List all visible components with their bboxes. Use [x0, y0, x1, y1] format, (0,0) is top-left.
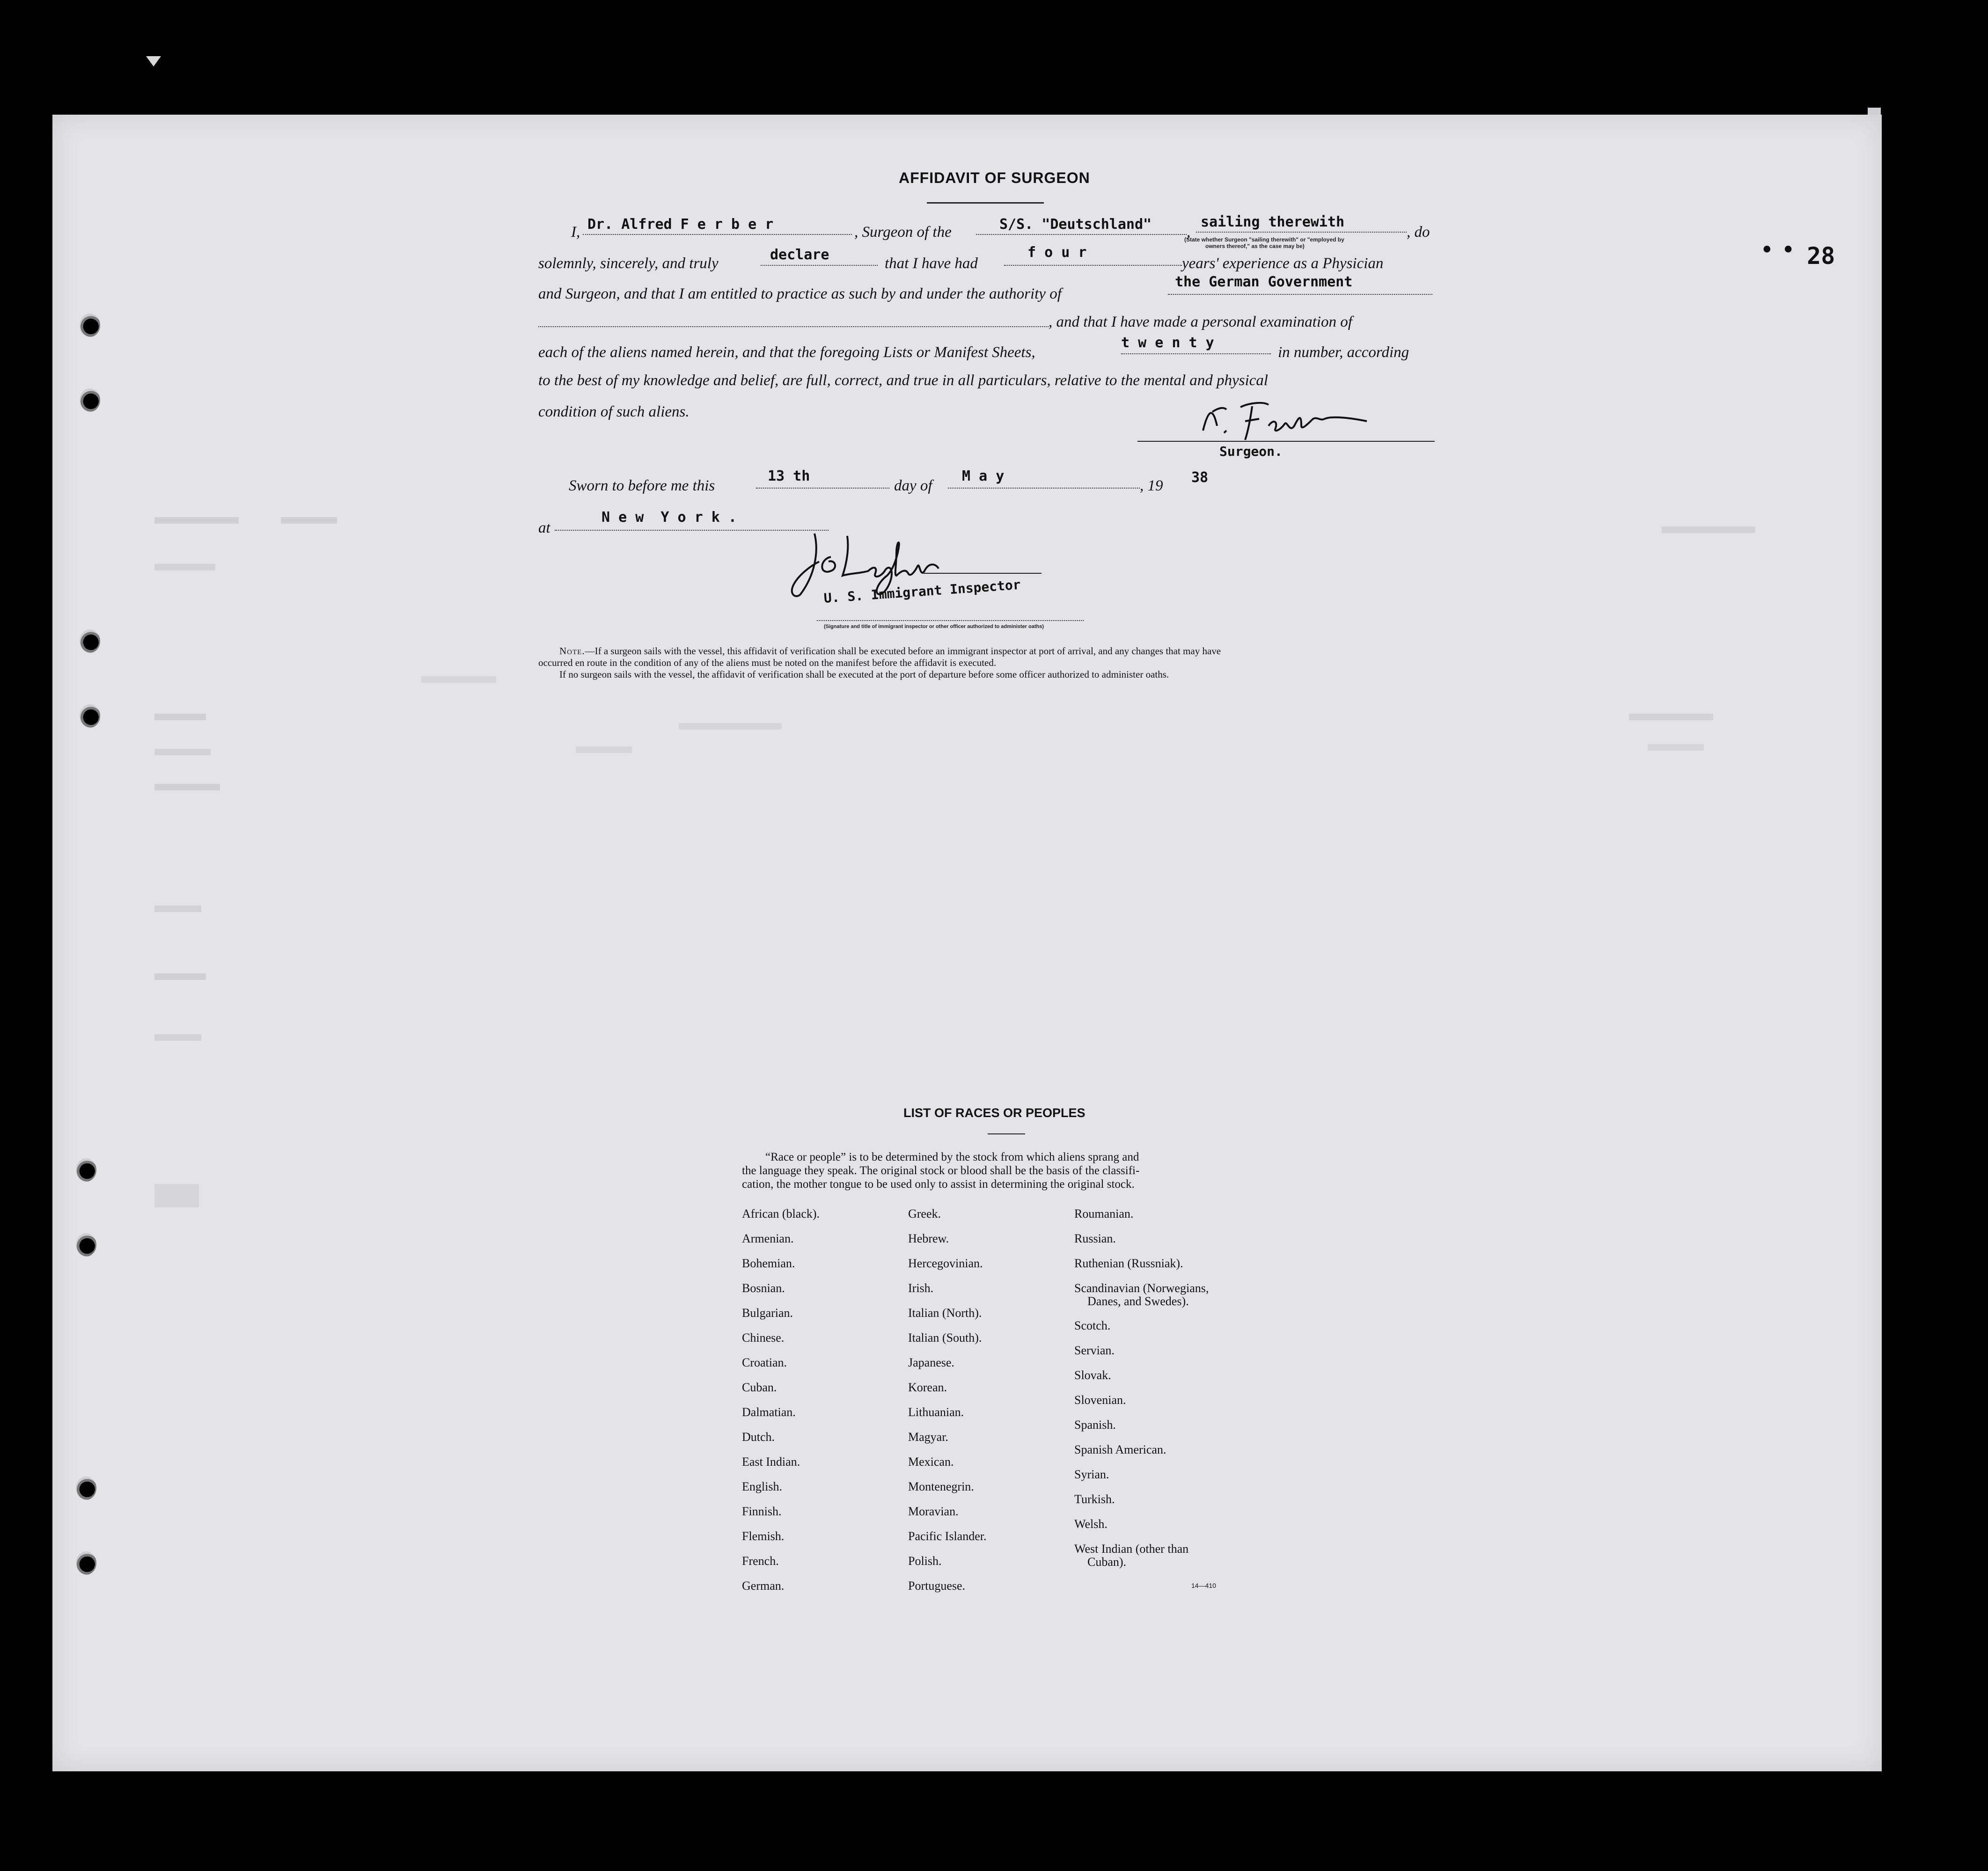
binder-hole: [76, 1551, 96, 1575]
race-item: Russian.: [1074, 1232, 1116, 1245]
sworn-month-line: [948, 488, 1140, 489]
binder-hole: [80, 314, 100, 337]
inspector-title-line: [817, 620, 1084, 621]
practice-authority: the German Government: [1175, 274, 1353, 290]
affidavit-note-line3: If no surgeon sails with the vessel, the affidavit of verification shall be executed at the port of departure before some officer authorized to administer oaths.: [559, 669, 1169, 680]
race-item: Italian (North).: [908, 1306, 982, 1320]
affidavit-note: [538, 645, 1221, 657]
race-item: Spanish.: [1074, 1418, 1116, 1432]
sworn-year: 38: [1191, 469, 1209, 486]
race-item: Spanish American.: [1074, 1443, 1166, 1456]
race-item: Hebrew.: [908, 1232, 949, 1245]
race-item: Servian.: [1074, 1344, 1115, 1357]
race-item-line: West Indian (other than: [1074, 1542, 1189, 1556]
affidavit-line5-end: in number, according: [1278, 344, 1409, 361]
race-item: East Indian.: [742, 1455, 800, 1469]
affidavit-line6: to the best of my knowledge and belief, are full, correct, and true in all particulars, relative to the mental and physical: [538, 372, 1268, 389]
binder-hole: [80, 388, 100, 412]
races-title-rule: [988, 1133, 1025, 1134]
inspector-caption: (Signature and title of immigrant inspector or other officer authorized to administer oaths): [824, 624, 1044, 629]
surgeon-signature-line: [1137, 441, 1435, 442]
title-rule: [927, 202, 1044, 204]
race-item: Finnish.: [742, 1505, 782, 1518]
form-number: 14—410: [1191, 1582, 1216, 1589]
race-item: English.: [742, 1480, 782, 1493]
status-caption: (State whether Surgeon "sailing therewith" or "employed by: [1184, 236, 1344, 243]
race-item: Dalmatian.: [742, 1405, 796, 1419]
race-item: Slovak.: [1074, 1368, 1111, 1382]
affidavit-note-line2: occurred en route in the condition of any of the aliens must be noted on the manifest before the affidavit is executed.: [538, 657, 997, 668]
race-item-line: Danes, and Swedes).: [1087, 1294, 1189, 1308]
race-item: Croatian.: [742, 1356, 787, 1369]
race-item: French.: [742, 1554, 779, 1568]
note-lead: Note.: [559, 645, 585, 657]
place-lead: at: [538, 519, 550, 536]
race-item: Italian (South).: [908, 1331, 982, 1345]
race-item: Welsh.: [1074, 1517, 1108, 1531]
affidavit-line2-mid: that I have had: [885, 255, 978, 272]
surgeon-name: Dr. Alfred F e r b e r: [587, 216, 774, 233]
sworn-day: 13 th: [768, 468, 810, 484]
sworn-month: M a y: [962, 468, 1005, 484]
race-item: Scotch.: [1074, 1319, 1111, 1332]
binder-hole: [76, 1158, 96, 1182]
page-number: 28: [1807, 242, 1835, 270]
race-item: Roumanian.: [1074, 1207, 1134, 1221]
surgeon-name-line: [583, 234, 852, 235]
affidavit-line3-lead: and Surgeon, and that I am entitled to practice as such by and under the authority of: [538, 285, 1062, 302]
affidavit-line1-end: , do: [1407, 224, 1430, 241]
race-item: Moravian.: [908, 1505, 959, 1518]
races-title: LIST OF RACES OR PEOPLES: [903, 1106, 1086, 1120]
binder-hole: [76, 1233, 96, 1257]
races-intro-line2: the language they speak. The original stock or blood shall be the basis of the classifi-: [742, 1164, 1140, 1177]
race-item: Magyar.: [908, 1430, 948, 1444]
race-item: Greek.: [908, 1207, 941, 1221]
affidavit-line2-end: years' experience as a Physician: [1182, 255, 1384, 272]
affidavit-line1-mid: , Surgeon of the: [854, 224, 952, 241]
races-column-3: [1074, 1207, 1209, 1580]
declaration-verb: declare: [770, 247, 829, 263]
races-intro-line1: “Race or people” is to be determined by the stock from which aliens sprang and: [765, 1151, 1139, 1163]
sworn-lead: Sworn to before me this: [569, 477, 715, 494]
race-item: Polish.: [908, 1554, 942, 1568]
note-line1: —If a surgeon sails with the vessel, this affidavit of verification shall be executed before an immigrant inspector at port of arrival, and any changes that may have: [585, 645, 1221, 657]
status-caption: owners thereof," as the case may be): [1205, 243, 1305, 249]
race-item: Chinese.: [742, 1331, 785, 1345]
race-item: Bulgarian.: [742, 1306, 793, 1320]
races-column-2: [908, 1207, 987, 1604]
vessel-line: [976, 234, 1187, 235]
sworn-year-prefix: , 19: [1140, 477, 1163, 494]
surgeon-label: Surgeon.: [1219, 444, 1283, 459]
races-intro-line3: cation, the mother tongue to be used only to assist in determining the original stock.: [742, 1178, 1135, 1191]
binder-hole: [80, 629, 100, 653]
race-item: Slovenian.: [1074, 1393, 1126, 1407]
inspector-title: U. S. Immigrant Inspector: [823, 577, 1021, 606]
page-dots: • •: [1760, 236, 1795, 263]
race-item: Hercegovinian.: [908, 1257, 983, 1270]
affidavit-line2-lead: solemnly, sincerely, and truly: [538, 255, 719, 272]
race-item-line: Cuban).: [1087, 1555, 1127, 1569]
affidavit-line1-lead: I,: [571, 224, 580, 241]
years-experience: f o u r: [1027, 244, 1087, 261]
race-item: Armenian.: [742, 1232, 794, 1245]
surgeon-signature: [1198, 393, 1376, 445]
sworn-place: N e w Y o r k .: [602, 509, 737, 526]
affidavit-line1-comma: ,: [1187, 224, 1191, 241]
sworn-day-line: [756, 488, 889, 489]
race-item: Pacific Islander.: [908, 1529, 987, 1543]
affidavit-line4: , and that I have made a personal examination of: [1049, 314, 1352, 330]
race-item: Irish.: [908, 1281, 934, 1295]
authority-line: [1168, 294, 1432, 295]
affidavit-title: AFFIDAVIT OF SURGEON: [899, 169, 1090, 186]
vessel-name: S/S. "Deutschland": [999, 216, 1152, 233]
race-item: [1074, 1282, 1209, 1319]
races-intro: [742, 1150, 1233, 1191]
race-item: Bosnian.: [742, 1281, 785, 1295]
years-line: [1004, 265, 1182, 266]
affidavit-line7: condition of such aliens.: [538, 403, 690, 420]
race-item: Ruthenian (Russniak).: [1074, 1257, 1183, 1270]
scan-marker: [146, 56, 161, 66]
race-item: Flemish.: [742, 1529, 785, 1543]
race-item: Cuban.: [742, 1381, 777, 1394]
race-item: Turkish.: [1074, 1492, 1115, 1506]
verb-line: [761, 265, 878, 266]
status-line: [1196, 232, 1407, 233]
race-item: Korean.: [908, 1381, 947, 1394]
surgeon-status: sailing therewith: [1201, 214, 1345, 230]
race-item: Portuguese.: [908, 1579, 966, 1593]
manifest-sheet-count: t w e n t y: [1121, 335, 1214, 351]
sworn-day-of: day of: [894, 477, 932, 494]
race-item: Dutch.: [742, 1430, 775, 1444]
binder-hole: [76, 1476, 96, 1500]
binder-hole: [80, 704, 100, 728]
count-line: [1121, 353, 1271, 354]
race-item-line: Scandinavian (Norwegians,: [1074, 1281, 1209, 1295]
races-column-1: [742, 1207, 820, 1604]
race-item: Syrian.: [1074, 1468, 1109, 1481]
race-item: Montenegrin.: [908, 1480, 974, 1493]
race-item: Japanese.: [908, 1356, 954, 1369]
race-item: Mexican.: [908, 1455, 954, 1469]
race-item: African (black).: [742, 1207, 820, 1221]
race-item: [1074, 1542, 1209, 1580]
race-item: Lithuanian.: [908, 1405, 964, 1419]
authority-continuation-line: [538, 326, 1049, 327]
race-item: German.: [742, 1579, 785, 1593]
affidavit-line5-lead: each of the aliens named herein, and that the foregoing Lists or Manifest Sheets,: [538, 344, 1035, 361]
race-item: Bohemian.: [742, 1257, 795, 1270]
